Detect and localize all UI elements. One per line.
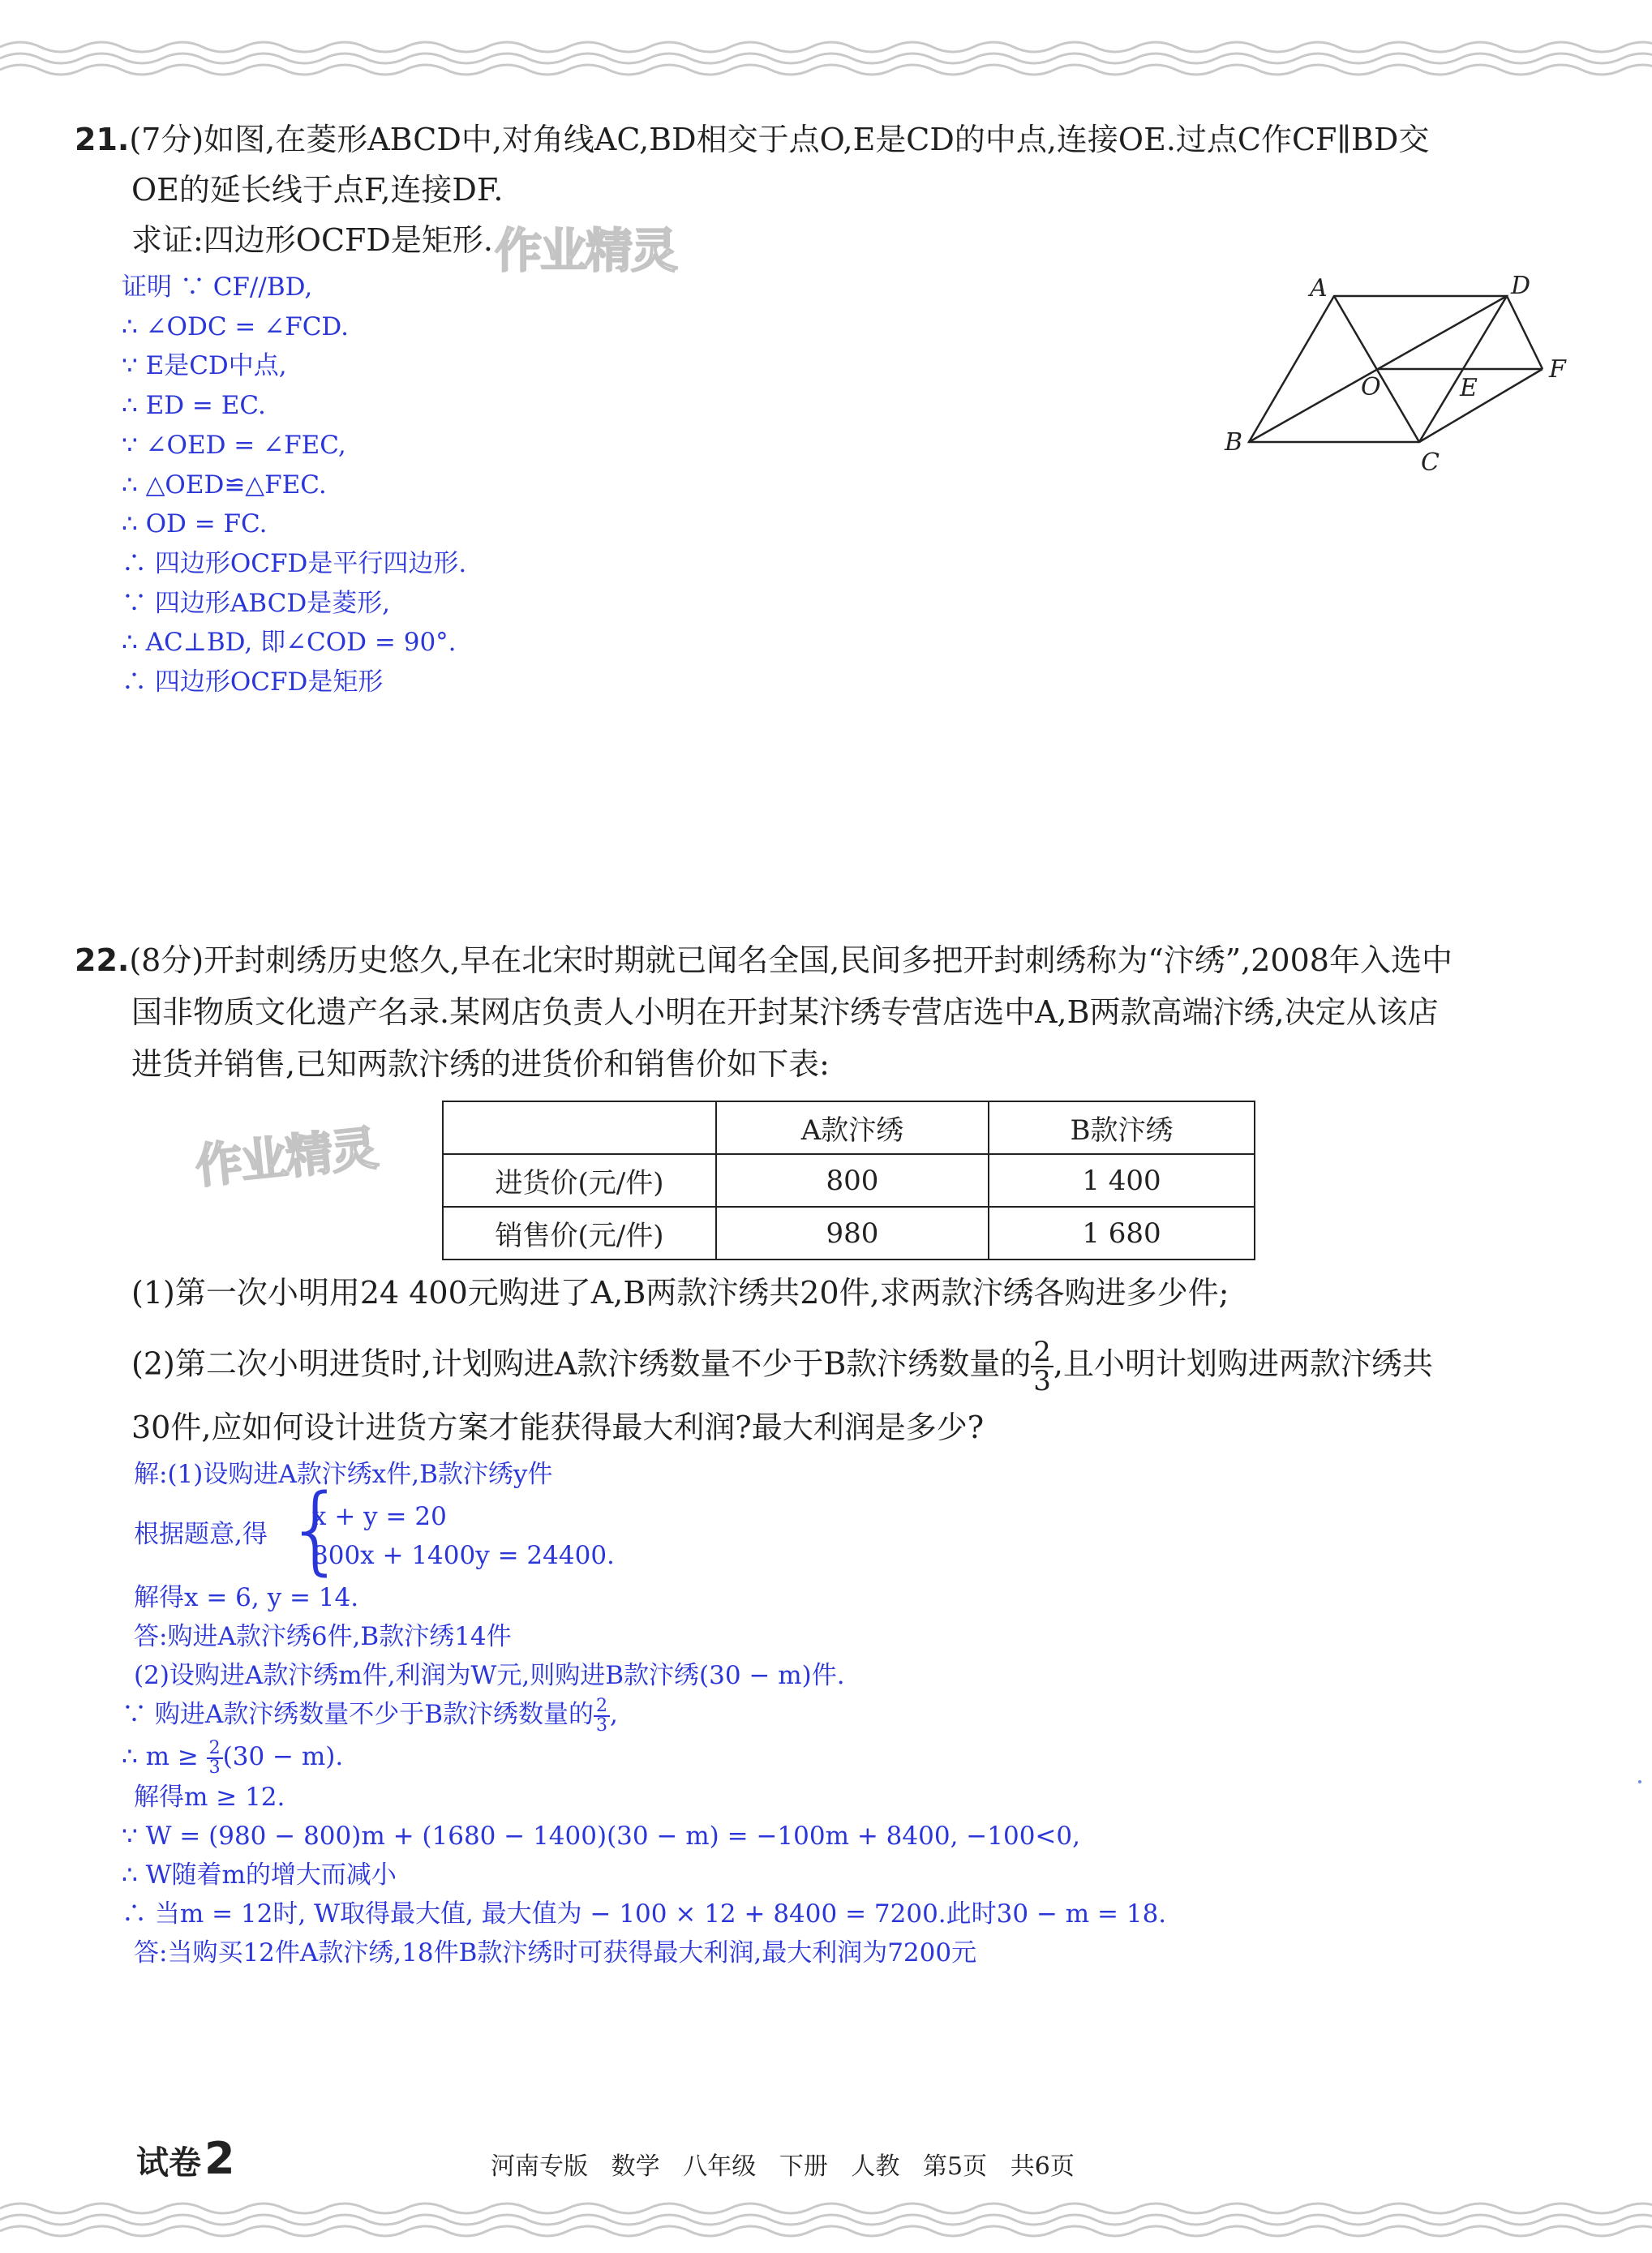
table-header-cell (443, 1101, 716, 1154)
table-cell: 进货价(元/件) (443, 1154, 716, 1207)
segment-df (1507, 296, 1543, 369)
label-e: E (1460, 374, 1478, 402)
table-row (443, 1207, 1255, 1260)
q22-part1: (1)第一次小明用24 400元购进了A,B两款汴绣共20件,求两款汴绣各购进多少件; (131, 1275, 1229, 1311)
q22-answer-line: 解:(1)设购进A款汴绣x件,B款汴绣y件 (134, 1460, 553, 1489)
q21-number: 21. (75, 122, 130, 157)
table-cell: 1 400 (989, 1154, 1255, 1207)
price-table (442, 1101, 1255, 1260)
fraction-two-thirds: $\frac{2}{3}$ (1031, 1338, 1053, 1395)
watermark: 作业精灵 (192, 1120, 380, 1195)
q21-answer-line: ∵ 四边形ABCD是菱形, (122, 589, 391, 618)
q21-answer-line: ∵ ∠OED = ∠FEC, (122, 431, 346, 460)
q21-answer-line: ∴ AC⊥BD, 即∠COD = 90°. (122, 628, 457, 657)
q22-answer-line: (2)设购进A款汴绣m件,利润为W元,则购进B款汴绣(30 − m)件. (134, 1661, 845, 1690)
q22-answer-line: 解得x = 6, y = 14. (134, 1583, 359, 1612)
q22-number: 22. (75, 942, 130, 978)
q21-answer-line: 证明 ∵ CF//BD, (122, 273, 313, 302)
table-row (443, 1101, 1255, 1154)
table-header-cell: B款汴绣 (989, 1101, 1255, 1154)
watermark: 作业精灵 (495, 223, 677, 278)
q22-part2-cont: 30件,应如何设计进货方案才能获得最大利润?最大利润是多少? (131, 1410, 985, 1445)
top-border-decoration (0, 32, 1652, 89)
paper-number: 2 (204, 2133, 235, 2184)
label-d: D (1511, 272, 1531, 300)
q22-answer-eq1: x + y = 20 (312, 1502, 447, 1531)
q22-answer-line: 根据题意,得 (134, 1520, 268, 1549)
footer-info: 河南专版 数学 八年级 下册 人教 第5页 共6页 (491, 2152, 1075, 2181)
table-cell: 1 680 (989, 1207, 1255, 1260)
table-cell: 980 (716, 1207, 989, 1260)
segment-cf (1419, 369, 1543, 442)
q22-answer-line: 答:当购买12件A款汴绣,18件B款汴绣时可获得最大利润,最大利润为7200元 (134, 1938, 977, 1968)
label-c: C (1421, 448, 1440, 477)
q22-answer-line: 解得m ≥ 12. (134, 1783, 285, 1812)
q21-line3: 求证:四边形OCFD是矩形. (131, 222, 493, 258)
table-cell: 800 (716, 1154, 989, 1207)
q21-line1: 21.(7分)如图,在菱形ABCD中,对角线AC,BD相交于点O,E是CD的中点,连接OE.过点C作CF∥BD交 (75, 122, 1430, 157)
q22-line3: 进货并销售,已知两款汴绣的进货价和销售价如下表: (131, 1046, 830, 1082)
q22-part2: (2)第二次小明进货时,计划购进A款汴绣数量不少于B款汴绣数量的 $\frac{2}{3}$ ,且小明计划购进两款汴绣共 (131, 1336, 1434, 1397)
q21-answer-line: ∴ ED = EC. (122, 391, 266, 420)
label-b: B (1225, 428, 1243, 457)
q21-answer-line: ∴ 四边形OCFD是平行四边形. (122, 549, 467, 578)
equation-system-brace: { (285, 1473, 347, 1585)
q22-answer-eq2: 800x + 1400y = 24400. (312, 1541, 615, 1570)
label-f: F (1549, 355, 1566, 384)
q22-answer-line: ∴ 当m = 12时, W取得最大值, 最大值为 − 100 × 12 + 8400 = 7200.此时30 − m = 18. (122, 1899, 1167, 1929)
q22-line2: 国非物质文化遗产名录.某网店负责人小明在开封某汴绣专营店选中A,B两款高端汴绣,决定从该店 (131, 994, 1439, 1030)
table-row (443, 1154, 1255, 1207)
q21-answer-line: ∴ ∠ODC = ∠FCD. (122, 312, 350, 341)
q21-line2: OE的延长线于点F,连接DF. (131, 172, 504, 208)
q21-answer-line: ∴ △OED≌△FEC. (122, 470, 327, 500)
label-a: A (1310, 274, 1328, 303)
q22-answer-line: 答:购进A款汴绣6件,B款汴绣14件 (134, 1622, 512, 1651)
q22-answer-line: ∵ 购进A款汴绣数量不少于B款汴绣数量的 $\frac{2}{3}$ , (122, 1695, 618, 1736)
q22-line1: 22.(8分)开封刺绣历史悠久,早在北宋时期就已闻名全国,民间多把开封刺绣称为“汴绣”,2008年入选中 (75, 942, 1452, 978)
q21-answer-line: ∴ OD = FC. (122, 509, 268, 539)
rhombus-figure (1208, 268, 1581, 478)
bottom-border-decoration (0, 2194, 1652, 2251)
q22-answer-line: ∴ W随着m的增大而减小 (122, 1860, 397, 1890)
q22-answer-line: ∵ W = (980 − 800)m + (1680 − 1400)(30 − m) = −100m + 8400, −100<0, (122, 1822, 1080, 1851)
paper-label: 试卷2 (136, 2133, 235, 2184)
q21-answer-line: ∴ 四边形OCFD是矩形 (122, 667, 384, 697)
table-cell: 销售价(元/件) (443, 1207, 716, 1260)
label-o: O (1361, 373, 1381, 401)
q21-answer-line: ∵ E是CD中点, (122, 351, 287, 380)
table-header-cell: A款汴绣 (716, 1101, 989, 1154)
fraction-two-thirds: $\frac{2}{3}$ (594, 1697, 610, 1735)
scan-mark (1638, 1780, 1641, 1783)
q22-answer-line: ∴ m ≥ $\frac{2}{3}$ (30 − m). (122, 1737, 344, 1778)
fraction-two-thirds: $\frac{2}{3}$ (207, 1740, 223, 1777)
